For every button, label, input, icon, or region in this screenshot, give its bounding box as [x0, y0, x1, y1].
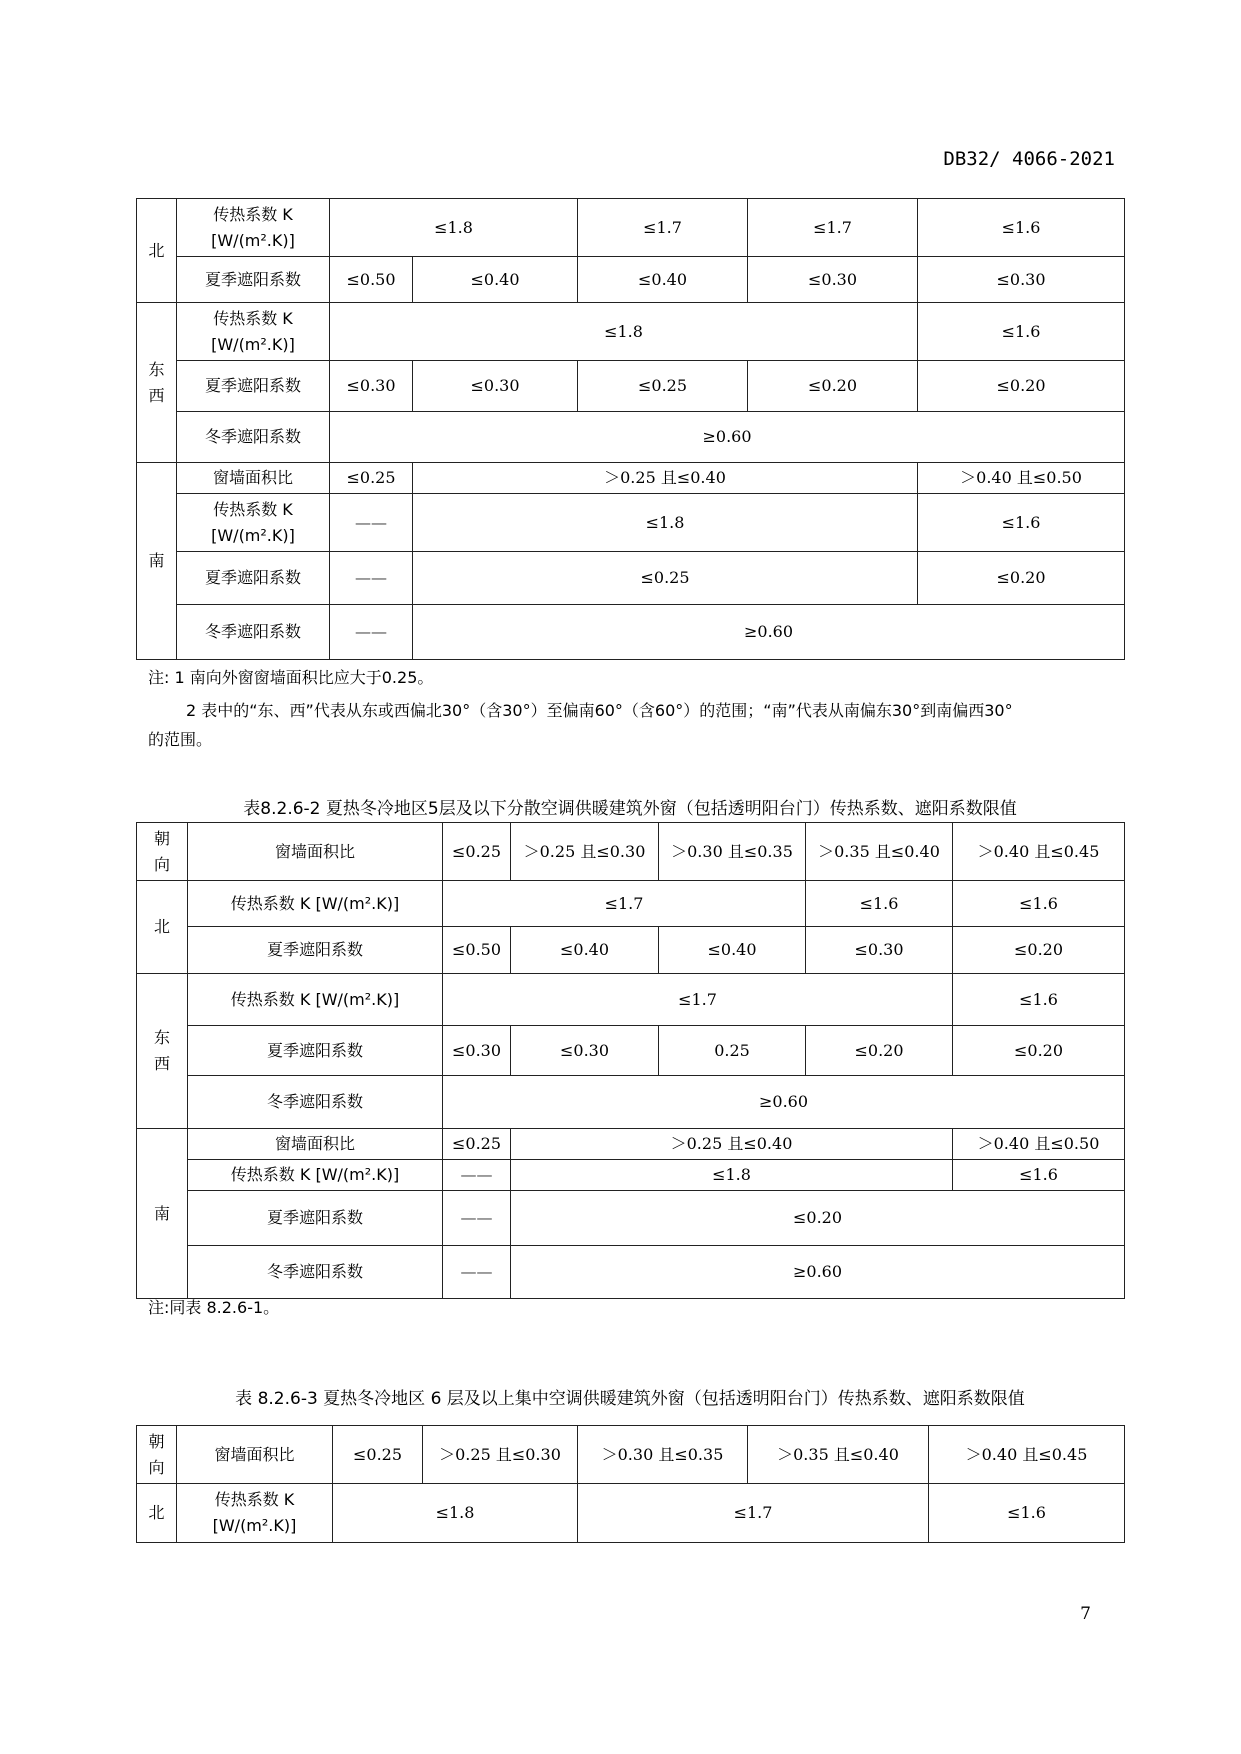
table-row	[137, 1026, 1125, 1076]
table-cell: ≤0.20	[953, 927, 1125, 974]
orientation-north: 北	[137, 199, 177, 303]
column-header: ＞0.40 且≤0.45	[929, 1426, 1125, 1484]
table-cell: ≤1.8	[511, 1160, 953, 1191]
table-cell: ≤0.25	[330, 463, 413, 494]
row-label-k	[177, 303, 330, 361]
orientation-east-west	[137, 303, 177, 463]
row-label-line: 传热系数 K	[213, 308, 293, 328]
orientation-char: 朝	[148, 1431, 165, 1451]
orientation-north: 北	[137, 1484, 177, 1543]
row-label-k	[177, 1484, 333, 1543]
table-note-2-cont: 的范围。	[148, 730, 213, 749]
row-label-k	[177, 199, 330, 257]
table-8-2-6-2	[136, 822, 1125, 1299]
table-cell: ≤0.20	[511, 1191, 1125, 1246]
table-cell: 0.25	[659, 1026, 806, 1076]
table-cell: ≥0.60	[443, 1076, 1125, 1129]
table-cell: ≤1.8	[413, 494, 918, 552]
table-row	[137, 1484, 1125, 1543]
table-note: 注:同表 8.2.6-1。	[148, 1298, 280, 1317]
table-cell: ≤0.30	[443, 1026, 511, 1076]
table-note-1: 注: 1 南向外窗窗墙面积比应大于0.25。	[148, 668, 434, 687]
table-caption: 表8.2.6-2 夏热冬冷地区5层及以下分散空调供暖建筑外窗（包括透明阳台门）传热系数、遮阳系数限值	[243, 799, 1017, 819]
orientation-north: 北	[137, 881, 188, 974]
orientation-char: 东	[153, 1028, 170, 1047]
table-cell: ≤0.30	[413, 361, 578, 412]
table-note-2: 2 表中的“东、西”代表从东或西偏北30°（含30°）至偏南60°（含60°）的范围；“南”代表从南偏东30°到南偏西30°	[186, 701, 1013, 720]
table-row	[137, 1191, 1125, 1246]
table-cell: ≤0.30	[330, 361, 413, 412]
table-cell: ≤1.6	[953, 881, 1125, 927]
table-cell: ≤0.25	[413, 552, 918, 605]
column-header: ＞0.25 且≤0.30	[511, 823, 659, 881]
page-number: 7	[1080, 1604, 1091, 1624]
table-cell: ≤1.7	[443, 974, 953, 1026]
row-label-k: 传热系数 K [W/(m².K)]	[188, 974, 443, 1026]
column-header: ≤0.25	[443, 823, 511, 881]
table-8-2-6-1-continuation	[136, 198, 1125, 660]
table-row	[137, 974, 1125, 1026]
table-cell: ——	[330, 494, 413, 552]
table-row	[137, 494, 1125, 552]
table-cell: ≤0.20	[953, 1026, 1125, 1076]
table-cell: ≥0.60	[511, 1246, 1125, 1299]
table-cell: ＞0.40 且≤0.50	[918, 463, 1125, 494]
table-row	[137, 361, 1125, 412]
table-caption: 表 8.2.6-3 夏热冬冷地区 6 层及以上集中空调供暖建筑外窗（包括透明阳台门）传热系数、遮阳系数限值	[235, 1389, 1025, 1409]
row-label-line: 传热系数 K	[213, 499, 293, 519]
table-cell: ≤0.25	[578, 361, 748, 412]
table-cell: ≤1.6	[929, 1484, 1125, 1543]
row-label-summer-shading: 夏季遮阳系数	[188, 1026, 443, 1076]
table-cell: ≤1.6	[918, 199, 1125, 257]
table-row	[137, 1246, 1125, 1299]
column-header: ＞0.35 且≤0.40	[806, 823, 953, 881]
table-cell: ≤1.8	[333, 1484, 578, 1543]
column-header-orientation	[137, 823, 188, 881]
table-cell: ≤0.30	[748, 257, 918, 303]
table-cell: ≥0.60	[330, 412, 1125, 463]
table-cell: ——	[443, 1246, 511, 1299]
table-cell: ＞0.25 且≤0.40	[511, 1129, 953, 1160]
table-row	[137, 1160, 1125, 1191]
table-cell: ≤1.8	[330, 303, 918, 361]
column-header-ratio: 窗墙面积比	[177, 1426, 333, 1484]
table-cell: ≤0.40	[511, 927, 659, 974]
orientation-south: 南	[137, 463, 177, 660]
table-row	[137, 881, 1125, 927]
row-label-line: 传热系数 K	[214, 1490, 295, 1509]
column-header: ＞0.25 且≤0.30	[423, 1426, 578, 1484]
table-cell: ≤0.30	[806, 927, 953, 974]
row-label-k: 传热系数 K [W/(m².K)]	[188, 881, 443, 927]
row-label-winter-shading: 冬季遮阳系数	[177, 605, 330, 660]
row-label-winter-shading: 冬季遮阳系数	[188, 1246, 443, 1299]
row-label-summer-shading: 夏季遮阳系数	[177, 257, 330, 303]
table-cell: ≥0.60	[413, 605, 1125, 660]
row-label-line: [W/(m².K)]	[211, 230, 295, 250]
table-row	[137, 199, 1125, 257]
row-label-line: [W/(m².K)]	[212, 1516, 297, 1535]
orientation-south: 南	[137, 1129, 188, 1299]
table-cell: ≤1.6	[918, 303, 1125, 361]
row-label-winter-shading: 冬季遮阳系数	[188, 1076, 443, 1129]
table-cell: ≤0.20	[918, 361, 1125, 412]
row-label-k: 传热系数 K [W/(m².K)]	[188, 1160, 443, 1191]
table-cell: ≤1.8	[330, 199, 578, 257]
column-header: ＞0.30 且≤0.35	[578, 1426, 748, 1484]
orientation-char: 朝	[153, 828, 170, 848]
table-cell: ≤0.25	[443, 1129, 511, 1160]
table-cell: ≤1.6	[806, 881, 953, 927]
column-header: ＞0.35 且≤0.40	[748, 1426, 929, 1484]
column-header: ＞0.40 且≤0.45	[953, 823, 1125, 881]
orientation-char: 向	[148, 1457, 165, 1477]
row-label-k	[177, 494, 330, 552]
row-label-summer-shading: 夏季遮阳系数	[177, 552, 330, 605]
table-cell: ≤0.20	[806, 1026, 953, 1076]
table-row	[137, 463, 1125, 494]
table-cell: ——	[330, 605, 413, 660]
table-cell: ＞0.25 且≤0.40	[413, 463, 918, 494]
table-cell: ≤0.40	[578, 257, 748, 303]
row-label-summer-shading: 夏季遮阳系数	[177, 361, 330, 412]
orientation-east-west	[137, 974, 188, 1129]
column-header-orientation	[137, 1426, 177, 1484]
table-cell: ≤1.6	[918, 494, 1125, 552]
table-cell: ≤1.6	[953, 974, 1125, 1026]
orientation-char: 西	[153, 1054, 170, 1073]
table-row	[137, 257, 1125, 303]
table-row	[137, 412, 1125, 463]
table-cell: ——	[330, 552, 413, 605]
table-cell: ≤1.7	[443, 881, 806, 927]
table-row	[137, 605, 1125, 660]
table-header-row	[137, 1426, 1125, 1484]
table-8-2-6-3	[136, 1425, 1125, 1543]
table-cell: ≤1.7	[748, 199, 918, 257]
table-row	[137, 1129, 1125, 1160]
table-cell: ≤0.30	[511, 1026, 659, 1076]
column-header-ratio: 窗墙面积比	[188, 823, 443, 881]
table-cell: ≤0.40	[659, 927, 806, 974]
row-label-line: [W/(m².K)]	[211, 334, 295, 354]
row-label-summer-shading: 夏季遮阳系数	[188, 927, 443, 974]
table-cell: ≤1.6	[953, 1160, 1125, 1191]
row-label-line: [W/(m².K)]	[211, 525, 295, 545]
table-cell: ≤0.30	[918, 257, 1125, 303]
column-header: ＞0.30 且≤0.35	[659, 823, 806, 881]
table-cell: ——	[443, 1160, 511, 1191]
table-cell: ——	[443, 1191, 511, 1246]
table-cell: ≤1.7	[578, 199, 748, 257]
table-cell: ≤0.50	[443, 927, 511, 974]
row-label-window-wall-ratio: 窗墙面积比	[177, 463, 330, 494]
table-row	[137, 927, 1125, 974]
table-cell: ≤1.7	[578, 1484, 929, 1543]
standard-code: DB32/ 4066-2021	[943, 148, 1115, 170]
row-label-winter-shading: 冬季遮阳系数	[177, 412, 330, 463]
column-header: ≤0.25	[333, 1426, 423, 1484]
orientation-char: 西	[148, 385, 165, 405]
orientation-char: 东	[148, 359, 165, 379]
table-header-row	[137, 823, 1125, 881]
table-cell: ≤0.50	[330, 257, 413, 303]
table-cell: ≤0.20	[748, 361, 918, 412]
table-cell: ＞0.40 且≤0.50	[953, 1129, 1125, 1160]
row-label-line: 传热系数 K	[213, 204, 293, 224]
table-cell: ≤0.20	[918, 552, 1125, 605]
row-label-summer-shading: 夏季遮阳系数	[188, 1191, 443, 1246]
table-row	[137, 1076, 1125, 1129]
table-cell: ≤0.40	[413, 257, 578, 303]
orientation-char: 向	[153, 854, 170, 874]
table-row	[137, 552, 1125, 605]
row-label-window-wall-ratio: 窗墙面积比	[188, 1129, 443, 1160]
table-row	[137, 303, 1125, 361]
